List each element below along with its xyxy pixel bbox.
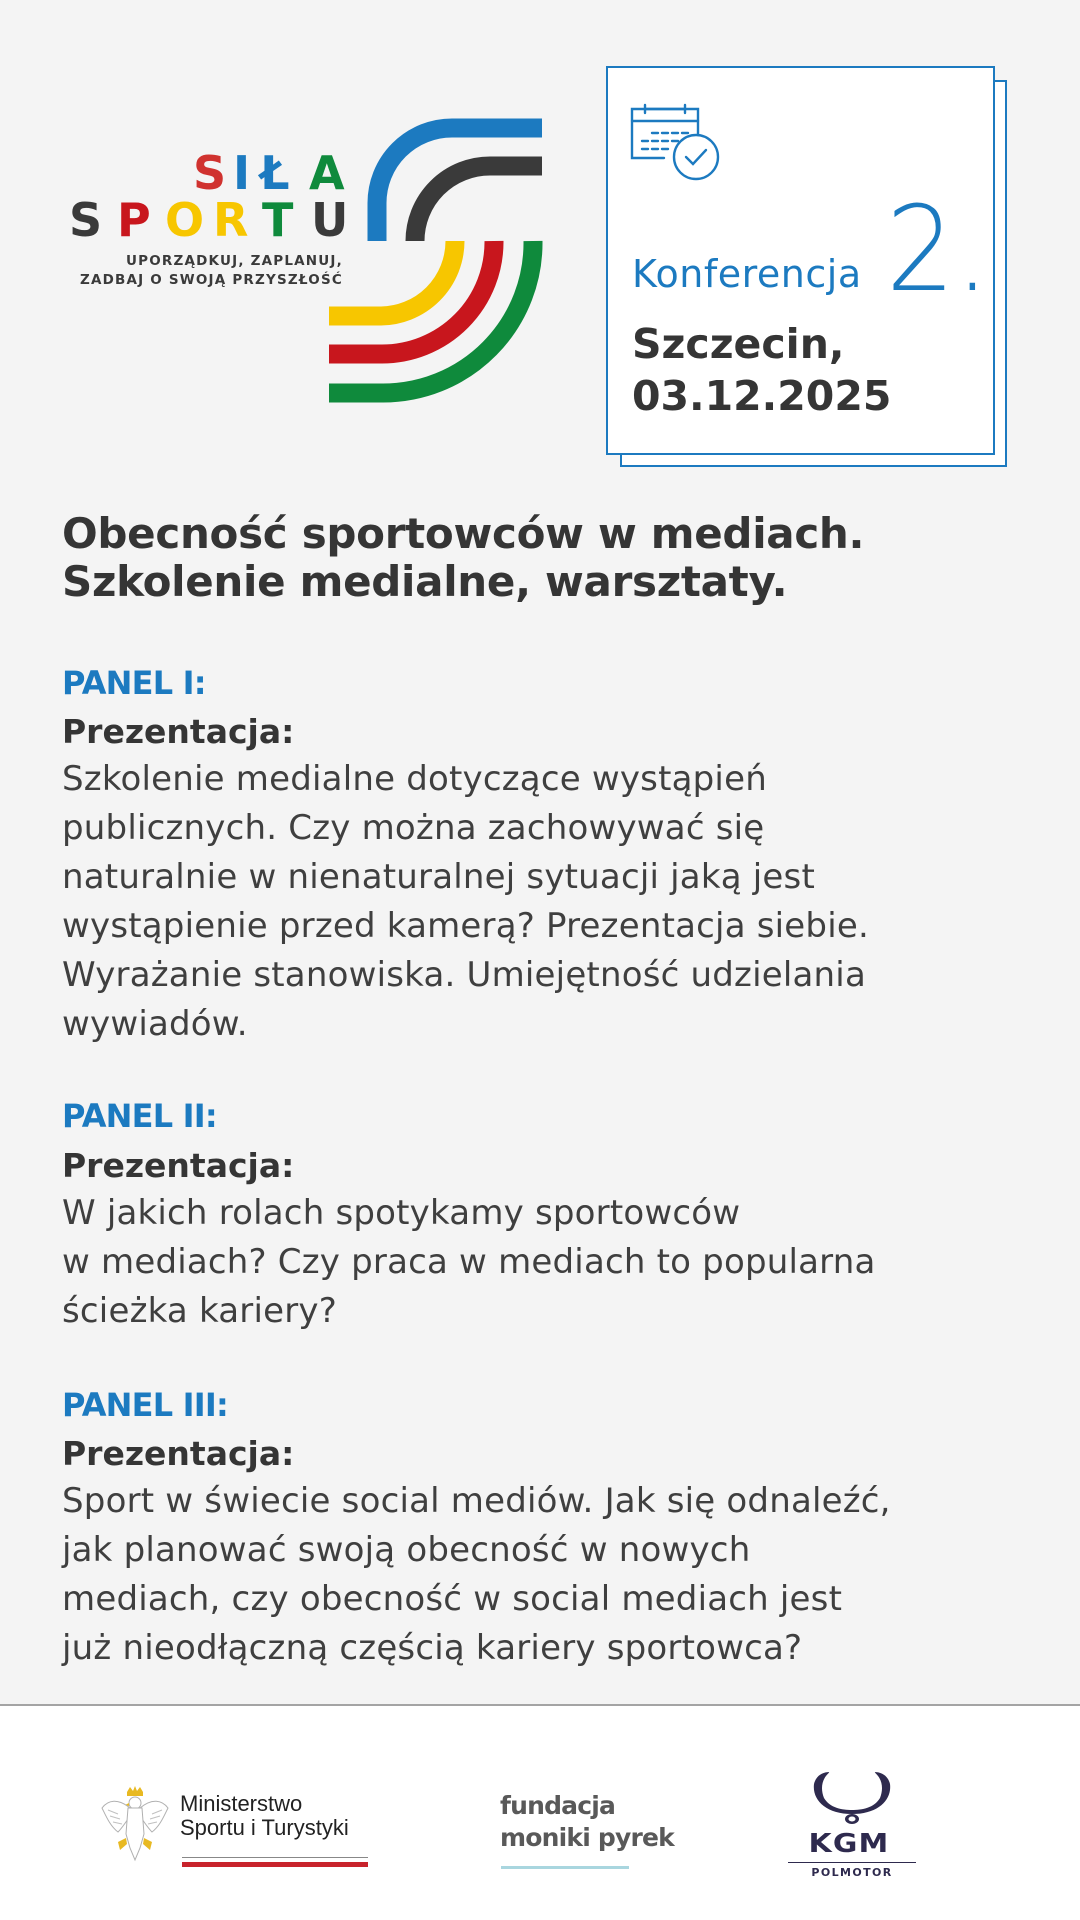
panel-label: PANEL II: [62,1097,217,1135]
kgm-wordmark: KGM [808,1829,890,1859]
panel-label: PANEL III: [62,1386,228,1424]
logo-tagline-line2: ZADBAJ O SWOJĄ PRZYSZŁOŚĆ [79,272,343,288]
logo-tagline-line1: UPORZĄDKUJ, ZAPLANUJ, [125,253,343,269]
logo-letter: U [311,193,349,247]
panel-description [62,755,869,1049]
kgm-divider [788,1862,916,1863]
conference-label: Konferencja [632,252,862,296]
panel-description [62,1189,876,1336]
conference-number: 2. [886,180,990,318]
panel-text-line: mediach, czy obecność w social mediach jest [62,1579,843,1619]
panel-text-line: wystąpienie przed kamerą? Prezentacja siebie. [62,906,869,946]
logo-letter: Ł [260,146,290,200]
logo-letter: R [213,193,249,247]
conference-city: Szczecin, [632,320,845,368]
panel-text-line: Wyrażanie stanowiska. Umiejętność udzielania [62,955,866,995]
panel-subtitle: Prezentacja: [62,1146,295,1185]
fundacja-name-line2: moniki pyrek [500,1823,674,1852]
panel-text-line: Sport w świecie social mediów. Jak się odnaleźć, [62,1481,891,1521]
ministry-flag-bar [182,1862,368,1867]
ministry-name-line2: Sportu i Turystyki [180,1815,349,1840]
panel-label: PANEL I: [62,664,206,702]
fundacja-underline [501,1866,629,1869]
panel-description [62,1477,891,1673]
panel-text-line: ścieżka kariery? [62,1291,337,1331]
panel-text-line: Szkolenie medialne dotyczące wystąpień [62,759,767,799]
fundacja-name [500,1790,674,1854]
logo-letter: I [233,146,251,200]
logo-letter: O [165,193,205,247]
kgm-subtitle: POLMOTOR [811,1866,893,1879]
panel-text-line: W jakich rolach spotykamy sportowców [62,1193,741,1233]
logo-letter: P [117,193,151,247]
logo-letter: S [69,193,103,247]
kgm-wings-icon [806,1770,898,1826]
page-title-line1: Obecność sportowców w mediach. [62,509,865,558]
panel-text-line: naturalnie w nienaturalnej sytuacji jaką jest [62,857,815,897]
panel-text-line: wywiadów. [62,1004,248,1044]
panel-text-line: już nieodłączną częścią kariery sportowca? [62,1628,803,1668]
logo-letter: T [262,193,294,247]
calendar-check-icon [630,103,726,183]
ministry-name [180,1792,349,1840]
panel-text-line: publicznych. Czy można zachowywać się [62,808,765,848]
panel-subtitle: Prezentacja: [62,1434,295,1473]
polish-eagle-icon [100,1786,170,1866]
page-title-line2: Szkolenie medialne, warsztaty. [62,557,788,606]
ministry-underline [182,1857,368,1858]
conference-date: 03.12.2025 [632,372,892,420]
logo-letter: S [193,146,227,200]
panel-text-line: jak planować swoją obecność w nowych [62,1530,751,1570]
panel-subtitle: Prezentacja: [62,712,295,751]
conference-location-date [632,318,891,422]
logo-letter: A [309,146,345,200]
panel-text-line: w mediach? Czy praca w mediach to popularna [62,1242,876,1282]
fundacja-name-line1: fundacja [500,1791,616,1820]
page-title [62,510,1022,606]
ministry-name-line1: Ministerstwo [180,1791,303,1816]
